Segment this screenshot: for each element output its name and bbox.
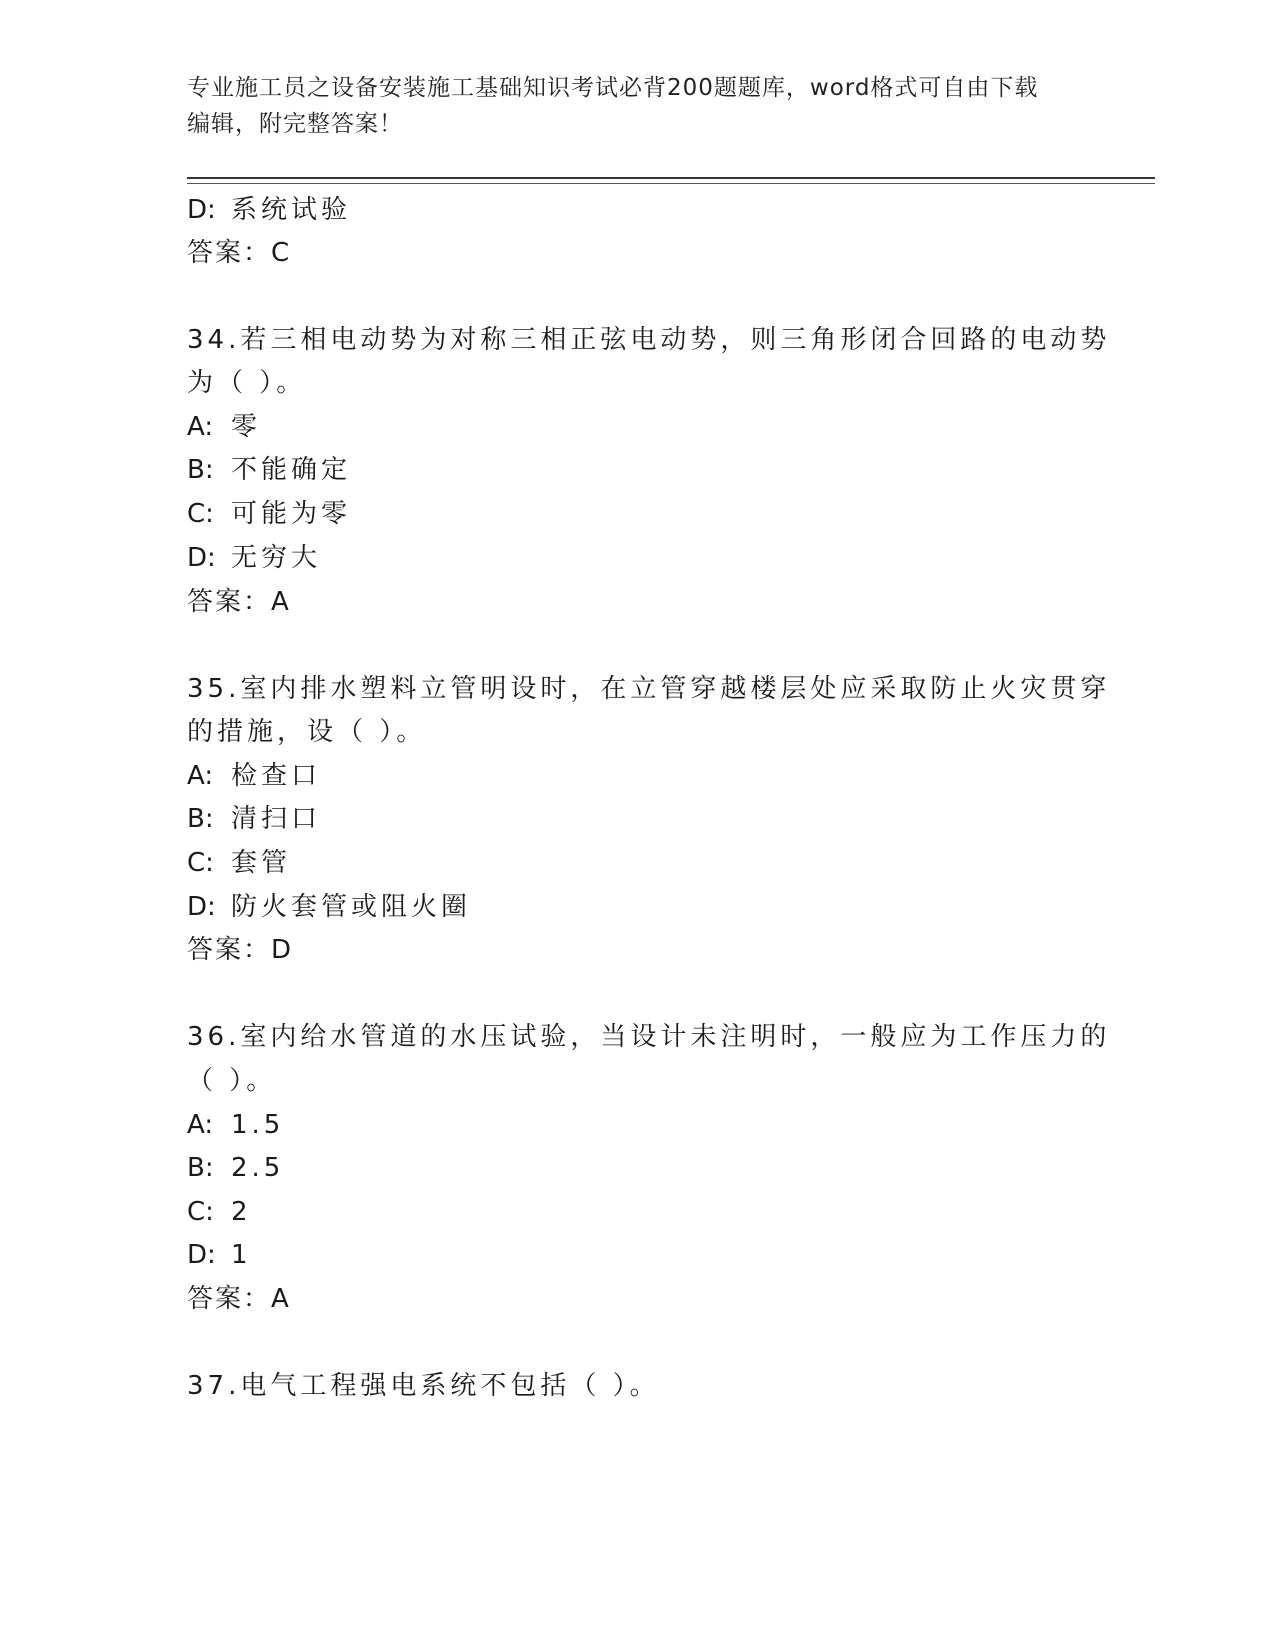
question-36-option-a <box>187 1105 284 1145</box>
option-text: 套管 <box>231 848 292 878</box>
question-36-option-d <box>187 1235 252 1275</box>
header-title-line1: 专业施工员之设备安装施工基础知识考试必背200题题库，word格式可自由下载 <box>187 75 1039 101</box>
option-label: A: <box>187 412 214 442</box>
question-35-answer: 答案：D <box>187 935 294 965</box>
option-label: B: <box>187 804 214 834</box>
question-35-option-a <box>187 756 321 796</box>
question-35-option-d <box>187 887 471 927</box>
question-36-option-b <box>187 1148 284 1188</box>
header-divider-thin <box>187 183 1155 184</box>
question-34-stem-line1: 34.若三相电动势为对称三相正弦电动势，则三角形闭合回路的电动势 <box>187 325 1111 355</box>
option-text: 不能确定 <box>231 455 352 485</box>
option-text: 清扫口 <box>231 804 322 834</box>
option-label: C: <box>187 848 214 878</box>
question-34-option-d <box>187 538 321 578</box>
question-35-stem-line2: 的措施，设（ ）。 <box>187 717 427 747</box>
option-label: D: <box>187 195 216 225</box>
option-text: 2 <box>231 1197 252 1227</box>
question-34-answer: 答案：A <box>187 587 291 617</box>
option-label: D: <box>187 1240 216 1270</box>
option-text: 检查口 <box>231 761 322 791</box>
question-34-stem-line2: 为（ ）。 <box>187 368 307 398</box>
question-36-stem-line1: 36.室内给水管道的水压试验，当设计未注明时，一般应为工作压力的 <box>187 1022 1111 1052</box>
option-text: 系统试验 <box>231 195 352 225</box>
option-text: 1.5 <box>231 1110 285 1140</box>
question-35-stem-line1: 35.室内排水塑料立管明设时，在立管穿越楼层处应采取防止火灾贯穿 <box>187 674 1111 704</box>
prev-answer: 答案：C <box>187 238 292 268</box>
option-text: 防火套管或阻火圈 <box>231 892 472 922</box>
question-36-stem-line2: （ ）。 <box>187 1066 277 1096</box>
option-text: 1 <box>231 1240 252 1270</box>
option-label: B: <box>187 455 214 485</box>
option-text: 可能为零 <box>231 499 352 529</box>
option-label: A: <box>187 1110 214 1140</box>
header-divider-thick <box>187 177 1155 179</box>
question-34-option-a <box>187 407 261 447</box>
question-37-stem-line1: 37.电气工程强电系统不包括（ ）。 <box>187 1371 660 1401</box>
question-36-option-c <box>187 1192 252 1232</box>
document-header <box>187 70 1067 142</box>
option-label: B: <box>187 1153 214 1183</box>
option-text: 2.5 <box>231 1153 285 1183</box>
question-36-answer: 答案：A <box>187 1284 291 1314</box>
question-35-option-c <box>187 843 291 883</box>
option-text: 零 <box>231 412 262 442</box>
option-label: D: <box>187 543 216 573</box>
option-text: 无穷大 <box>231 543 322 573</box>
question-35-option-b <box>187 799 321 839</box>
prev-option-d <box>187 190 351 230</box>
option-label: C: <box>187 499 214 529</box>
question-34-option-c <box>187 494 351 534</box>
option-label: D: <box>187 892 216 922</box>
header-title-line2: 编辑，附完整答案！ <box>187 111 403 137</box>
question-34-option-b <box>187 450 351 490</box>
option-label: A: <box>187 761 214 791</box>
option-label: C: <box>187 1197 214 1227</box>
